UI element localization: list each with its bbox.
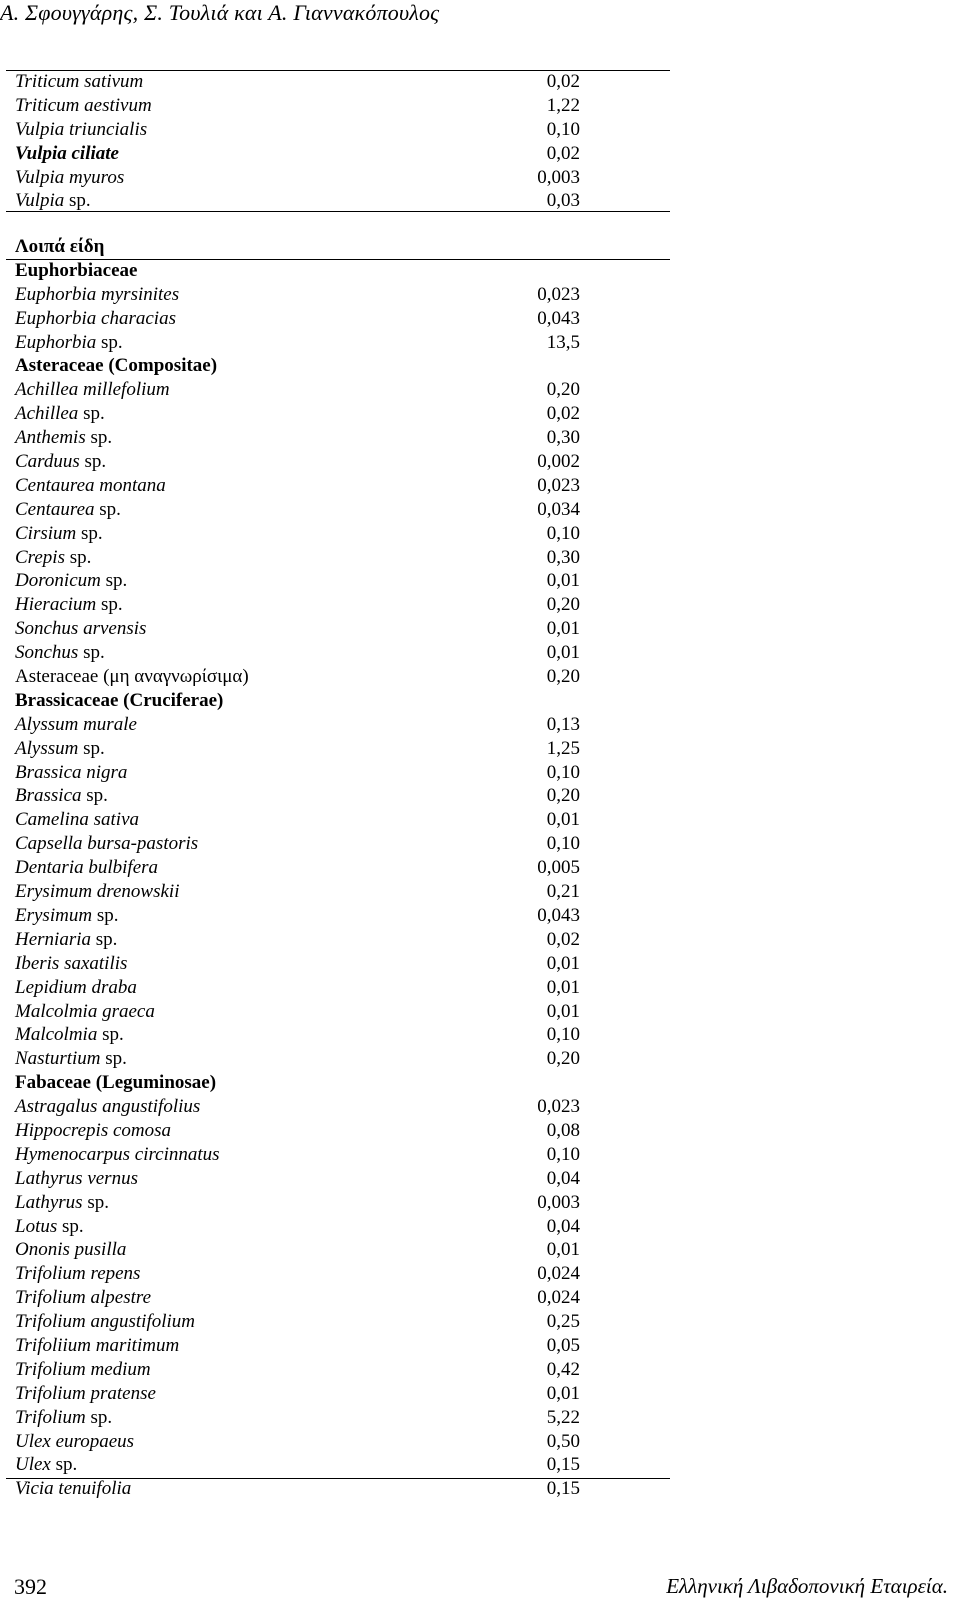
species-binomial: Ulex <box>15 1454 51 1476</box>
species-name <box>15 808 139 832</box>
cover-value: 0,02 <box>546 71 580 92</box>
cover-value: 0,01 <box>546 570 580 592</box>
species-name <box>15 189 91 213</box>
species-name <box>15 1406 112 1430</box>
cover-value: 0,003 <box>537 1191 580 1213</box>
table-row <box>0 832 670 856</box>
table-row <box>0 118 670 142</box>
cover-value: 0,10 <box>546 833 580 855</box>
species-binomial: Iberis saxatilis <box>15 952 128 974</box>
species-name <box>15 1238 126 1262</box>
species-binomial: Capsella bursa-pastoris <box>15 833 199 855</box>
table-row <box>0 1167 670 1191</box>
table-row <box>0 904 670 928</box>
species-binomial: Alyssum murale <box>15 713 137 735</box>
table-row <box>0 402 670 426</box>
species-suffix: sp. <box>85 427 113 449</box>
species-name <box>15 1167 138 1191</box>
family-heading <box>0 1071 670 1095</box>
species-name <box>15 474 166 498</box>
cover-value: 0,13 <box>546 713 580 735</box>
cover-value: 0,02 <box>546 928 580 950</box>
table-row <box>0 976 670 1000</box>
species-binomial: Vicia tenuifolia <box>15 1478 132 1500</box>
table-row <box>0 641 670 665</box>
family-heading <box>0 259 670 283</box>
table-row <box>0 70 670 94</box>
species-name <box>15 1286 151 1310</box>
species-name <box>15 1023 124 1047</box>
family-heading <box>0 354 670 378</box>
species-binomial: Ulex europaeus <box>15 1430 135 1452</box>
cover-value: 0,01 <box>546 1382 580 1404</box>
species-binomial: Anthemis <box>15 427 86 449</box>
species-name <box>15 378 170 402</box>
cover-value: 1,22 <box>546 94 580 116</box>
species-suffix: sp. <box>94 498 121 520</box>
species-binomial: Herniaria <box>15 928 91 950</box>
table-row <box>0 522 670 546</box>
species-name <box>15 928 117 952</box>
species-binomial: Euphorbia myrsinites <box>15 283 180 305</box>
species-name <box>15 1119 171 1143</box>
species-suffix: sp. <box>76 522 103 544</box>
species-binomial: Trifolium medium <box>15 1358 151 1380</box>
cover-value: 0,034 <box>537 498 580 520</box>
species-name <box>15 1262 140 1286</box>
cover-value: 0,30 <box>546 427 580 449</box>
species-name <box>15 569 127 593</box>
cover-value: 0,02 <box>546 142 580 164</box>
species-name <box>15 593 123 617</box>
table-row <box>0 546 670 570</box>
species-suffix: sp. <box>85 1406 113 1428</box>
species-name <box>15 118 147 142</box>
cover-value: 0,043 <box>537 904 580 926</box>
species-binomial: Vulpia triuncialis <box>15 118 148 140</box>
species-binomial: Hieracium <box>15 594 97 616</box>
species-binomial: Triticum sativum <box>15 71 144 92</box>
running-head: Α. Σφουγγάρης, Σ. Τουλιά και Α. Γιαννακόπουλος <box>0 0 440 25</box>
species-suffix: sp. <box>78 642 105 664</box>
cover-value: 0,04 <box>546 1167 580 1189</box>
table-row <box>0 142 670 166</box>
species-name <box>15 1453 77 1477</box>
species-name <box>15 665 249 689</box>
species-name <box>15 904 118 928</box>
species-binomial: Vulpia ciliate <box>15 142 119 164</box>
page-number: 392 <box>14 1574 47 1599</box>
table-row <box>0 808 670 832</box>
species-name <box>15 1430 134 1454</box>
species-binomial: Erysimum <box>15 904 93 926</box>
species-binomial: Crepis <box>15 546 65 568</box>
cover-value: 13,5 <box>546 331 580 353</box>
species-name <box>15 1095 200 1119</box>
table-row <box>0 737 670 761</box>
species-binomial: Sonchus <box>15 642 79 664</box>
table-row <box>0 283 670 307</box>
species-binomial: Camelina sativa <box>15 809 140 831</box>
table-row <box>0 1310 670 1334</box>
species-binomial: Sonchus arvensis <box>15 618 147 640</box>
cover-value: 0,20 <box>546 379 580 401</box>
species-binomial: Euphorbia characias <box>15 307 176 329</box>
species-suffix: sp. <box>79 451 107 473</box>
species-binomial: Trifolium repens <box>15 1263 141 1285</box>
species-suffix: sp. <box>64 190 91 212</box>
cover-value: 0,002 <box>537 451 580 473</box>
cover-value: 0,20 <box>546 1048 580 1070</box>
species-name <box>15 522 103 546</box>
table-row <box>0 617 670 641</box>
species-binomial: Triticum aestivum <box>15 94 152 116</box>
species-binomial: Ononis pusilla <box>15 1239 127 1261</box>
species-table-other <box>0 235 670 1501</box>
table-row <box>0 378 670 402</box>
table-row <box>0 1238 670 1262</box>
species-name <box>15 617 146 641</box>
species-table-grasses <box>0 70 670 213</box>
table-row <box>0 952 670 976</box>
family-name: Euphorbiaceae <box>15 259 138 281</box>
species-binomial: Trifoliium maritimum <box>15 1334 180 1356</box>
species-binomial: Vulpia <box>15 190 65 212</box>
cover-value: 0,10 <box>546 118 580 140</box>
species-binomial: Lepidium draba <box>15 976 137 998</box>
species-suffix: sp. <box>78 403 105 425</box>
species-name <box>15 976 137 1000</box>
table-row <box>0 1262 670 1286</box>
cover-value: 0,10 <box>546 761 580 783</box>
species-binomial: Lotus <box>15 1215 58 1237</box>
cover-value: 0,15 <box>546 1454 580 1476</box>
species-name <box>15 761 127 785</box>
cover-value: 0,42 <box>546 1358 580 1380</box>
species-binomial: Malcolmia graeca <box>15 1000 155 1022</box>
section-divider-rule <box>6 211 670 212</box>
table-row <box>0 94 670 118</box>
species-binomial: Brassica <box>15 785 82 807</box>
species-binomial: Vulpia myuros <box>15 166 125 188</box>
species-binomial: Euphorbia <box>15 331 97 353</box>
cover-value: 0,01 <box>546 976 580 998</box>
species-binomial: Hippocrepis comosa <box>15 1119 172 1141</box>
table-row <box>0 307 670 331</box>
table-row <box>0 665 670 689</box>
table-row <box>0 1119 670 1143</box>
family-name: Brassicaceae (Cruciferae) <box>15 689 224 711</box>
species-binomial: Brassica nigra <box>15 761 128 783</box>
cover-value: 0,024 <box>537 1287 580 1309</box>
table-row <box>0 450 670 474</box>
species-binomial: Alyssum <box>15 737 79 759</box>
cover-value: 0,01 <box>546 952 580 974</box>
species-name <box>15 1334 179 1358</box>
table-row <box>0 1358 670 1382</box>
species-name <box>15 952 127 976</box>
table-row <box>0 784 670 808</box>
cover-value: 0,01 <box>546 1239 580 1261</box>
species-name <box>15 142 119 166</box>
table-row <box>0 569 670 593</box>
species-suffix: sp. <box>64 546 92 568</box>
species-name <box>15 880 179 904</box>
species-suffix: sp. <box>78 737 105 759</box>
species-binomial: Centaurea <box>15 498 95 520</box>
species-name <box>15 1000 155 1024</box>
species-name <box>15 737 105 761</box>
species-name <box>15 70 143 94</box>
cover-value: 5,22 <box>546 1406 580 1428</box>
table-bottom-rule <box>6 1478 670 1479</box>
cover-value: 0,01 <box>546 1000 580 1022</box>
species-name <box>15 283 179 307</box>
cover-value: 0,15 <box>546 1478 580 1500</box>
species-name <box>15 1191 109 1215</box>
cover-value: 0,25 <box>546 1311 580 1333</box>
species-suffix: sp. <box>82 1191 109 1213</box>
table-row <box>0 713 670 737</box>
cover-value: 0,20 <box>546 785 580 807</box>
species-binomial: Erysimum drenowskii <box>15 881 180 903</box>
species-name <box>15 402 105 426</box>
species-suffix: sp. <box>57 1215 84 1237</box>
cover-value: 0,005 <box>537 857 580 879</box>
cover-value: 0,30 <box>546 546 580 568</box>
cover-value: 0,21 <box>546 881 580 903</box>
species-suffix: sp. <box>50 1454 78 1476</box>
species-suffix: sp. <box>81 785 108 807</box>
species-binomial: Trifolium pratense <box>15 1382 156 1404</box>
cover-value: 0,043 <box>537 307 580 329</box>
species-name <box>15 426 112 450</box>
cover-value: 0,023 <box>537 1096 580 1118</box>
species-name <box>15 1215 84 1239</box>
species-binomial: Centaurea montana <box>15 474 166 496</box>
cover-value: 1,25 <box>546 737 580 759</box>
cover-value: 0,10 <box>546 522 580 544</box>
species-name <box>15 546 91 570</box>
cover-value: 0,10 <box>546 1024 580 1046</box>
species-name <box>15 331 123 355</box>
species-binomial: Malcolmia <box>15 1024 98 1046</box>
species-label: Asteraceae (μη αναγνωρίσιμα) <box>15 666 249 688</box>
table-row <box>0 189 670 213</box>
species-name <box>15 856 158 880</box>
species-binomial: Achillea millefolium <box>15 379 170 401</box>
table-row <box>0 474 670 498</box>
species-binomial: Hymenocarpus circinnatus <box>15 1143 220 1165</box>
species-name <box>15 1310 195 1334</box>
table-row <box>0 1477 670 1501</box>
species-suffix: sp. <box>97 1024 124 1046</box>
species-suffix: sp. <box>100 570 128 592</box>
family-name: Fabaceae (Leguminosae) <box>15 1072 217 1094</box>
table-row <box>0 426 670 450</box>
species-name <box>15 307 176 331</box>
species-binomial: Trifolium alpestre <box>15 1287 152 1309</box>
species-name <box>15 641 105 665</box>
table-row <box>0 1453 670 1477</box>
table-row <box>0 1095 670 1119</box>
table-row <box>0 928 670 952</box>
table-row <box>0 1430 670 1454</box>
table-row <box>0 880 670 904</box>
table-row <box>0 331 670 355</box>
species-name <box>15 498 121 522</box>
cover-value: 0,20 <box>546 594 580 616</box>
family-name: Asteraceae (Compositae) <box>15 355 218 377</box>
cover-value: 0,02 <box>546 403 580 425</box>
species-name <box>15 166 124 190</box>
table-row <box>0 1047 670 1071</box>
cover-value: 0,024 <box>537 1263 580 1285</box>
cover-value: 0,05 <box>546 1334 580 1356</box>
table-row <box>0 1334 670 1358</box>
table-row <box>0 498 670 522</box>
section-title-text: Λοιπά είδη <box>15 236 105 257</box>
species-name <box>15 713 137 737</box>
cover-value: 0,50 <box>546 1430 580 1452</box>
species-name <box>15 784 108 808</box>
species-name <box>15 1143 220 1167</box>
cover-value: 0,01 <box>546 642 580 664</box>
cover-value: 0,023 <box>537 474 580 496</box>
species-binomial: Carduus <box>15 451 80 473</box>
table-row <box>0 1191 670 1215</box>
species-suffix: sp. <box>91 928 118 950</box>
species-suffix: sp. <box>100 1048 127 1070</box>
section-title-rule <box>6 259 670 260</box>
species-binomial: Cirsium <box>15 522 77 544</box>
species-binomial: Lathyrus vernus <box>15 1167 138 1189</box>
species-name <box>15 832 198 856</box>
table-row <box>0 166 670 190</box>
publisher-footer: Ελληνική Λιβαδοπονική Εταιρεία. <box>666 1574 948 1598</box>
cover-value: 0,10 <box>546 1143 580 1165</box>
table-row <box>0 1215 670 1239</box>
species-binomial: Astragalus angustifolius <box>15 1096 201 1118</box>
table-row <box>0 1143 670 1167</box>
table-row <box>0 856 670 880</box>
species-name <box>15 450 106 474</box>
species-binomial: Dentaria bulbifera <box>15 857 159 879</box>
section-title <box>0 235 670 259</box>
cover-value: 0,01 <box>546 809 580 831</box>
species-name <box>15 1358 151 1382</box>
table-row <box>0 1382 670 1406</box>
family-heading <box>0 689 670 713</box>
species-name <box>15 94 152 118</box>
cover-value: 0,023 <box>537 283 580 305</box>
table-row <box>0 1023 670 1047</box>
cover-value: 0,08 <box>546 1119 580 1141</box>
cover-value: 0,04 <box>546 1215 580 1237</box>
table-row <box>0 1406 670 1430</box>
cover-value: 0,01 <box>546 618 580 640</box>
species-binomial: Trifolium angustifolium <box>15 1311 196 1333</box>
cover-value: 0,20 <box>546 666 580 688</box>
species-binomial: Achillea <box>15 403 79 425</box>
species-suffix: sp. <box>96 594 123 616</box>
species-suffix: sp. <box>96 331 123 353</box>
species-binomial: Trifolium <box>15 1406 86 1428</box>
species-name <box>15 1047 127 1071</box>
table-row <box>0 1286 670 1310</box>
species-binomial: Lathyrus <box>15 1191 83 1213</box>
table-row <box>0 761 670 785</box>
species-suffix: sp. <box>92 904 119 926</box>
species-binomial: Nasturtium <box>15 1048 101 1070</box>
species-name <box>15 1382 156 1406</box>
table-row <box>0 1000 670 1024</box>
cover-value: 0,003 <box>537 166 580 188</box>
species-name <box>15 1477 131 1501</box>
table-row <box>0 593 670 617</box>
cover-value: 0,03 <box>546 190 580 212</box>
species-binomial: Doronicum <box>15 570 101 592</box>
